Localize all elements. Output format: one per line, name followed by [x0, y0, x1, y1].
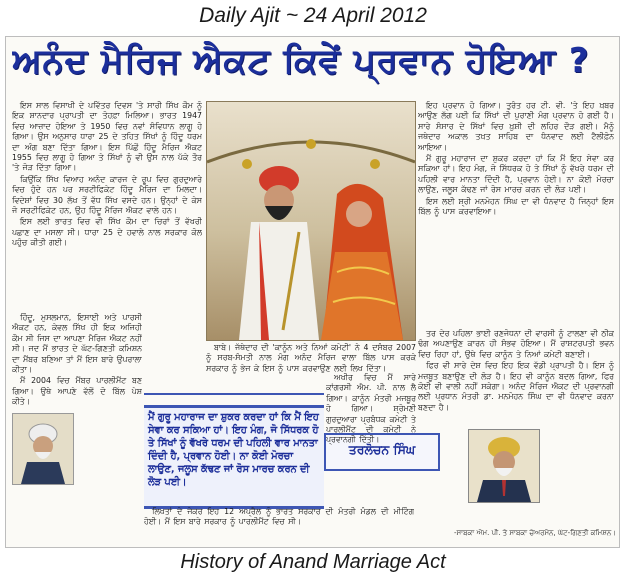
- inset-portrait-left: [12, 413, 74, 485]
- article-column-left: [12, 101, 202, 311]
- wedding-photo: [206, 101, 416, 341]
- portrait-left-image: [13, 414, 73, 484]
- caption-bottom: History of Anand Marriage Act: [180, 551, 446, 573]
- paragraph: ਹਿੰਦੂ, ਮੁਸਲਮਾਨ, ਇਸਾਈ ਅਤੇ ਪਾਰਸੀ ਐਕਟ ਹਨ, ਕੇਵਲ ਸਿੱਖ ਹੀ ਇਕ ਅਜਿਹੀ ਕੌਮ ਸੀ ਜਿਸ ਦਾ ਆਪਣਾ ਮੈਰਿਜ ਐਕਟ ਨਹੀਂ ਸੀ। ਜਦ ਮੈਂ ਭਾਰਤ ਦੇ ਘੱਟ-ਗਿਣਤੀ ਕਮਿਸ਼ਨ ਦਾ ਮੈਂਬਰ ਬਣਿਆ ਤਾਂ ਮੈਂ ਇਸ ਬਾਰੇ ਉਪਰਾਲਾ ਕੀਤਾ।: [12, 313, 142, 375]
- paragraph: ਅਖੀਰ ਵਿਚ ਮੈਂ ਸਾਰੇ ਕਾਂਗਰਸੀ ਐਮ. ਪੀ. ਨਾਲ ਲੈ ਗਿਆ। ਕਾਨੂੰਨ ਮੰਤਰੀ ਮਜਬੂਰ ਹੋ ਗਿਆ। ਸ਼੍ਰੋਮਣੀ ਗੁਰਦੁਆਰਾ ਪ੍ਰਬੰਧਕ ਕਮੇਟੀ ਤੇ ਪਾਰਲੀਮੈਂਟ ਦੀ ਕਮੇਟੀ ਨੇ ਪ੍ਰਵਾਨਗੀ ਦਿੱਤੀ।: [326, 373, 416, 445]
- author-byline: ਤਰਲੋਚਨ ਸਿੰਘ: [324, 433, 440, 471]
- article-column-right: [418, 101, 614, 327]
- newspaper-clipping: [5, 36, 620, 548]
- caption-top: Daily Ajit ~ 24 April 2012: [199, 4, 427, 27]
- author-photo-image: [469, 430, 539, 502]
- paragraph: ਇਸ ਲਈ ਭਾਰਤ ਵਿਚ ਵੀ ਸਿੱਖ ਕੌਮ ਦਾ ਚਿਰਾਂ ਤੋਂ ਵੱਖਰੀ ਪਛਾਣ ਦਾ ਮਸਲਾ ਸੀ। ਧਾਰਾ 25 ਦੇ ਹਵਾਲੇ ਨਾਲ ਸਰਕਾਰ ਕੋਲ ਪਹੁੰਚ ਕੀਤੀ ਗਈ।: [12, 217, 202, 248]
- paragraph: ਮੈਂ ਗੁਰੂ ਮਹਾਰਾਜ ਦਾ ਸ਼ੁਕਰ ਕਰਦਾ ਹਾਂ ਕਿ ਮੈਂ ਇਹ ਸੇਵਾ ਕਰ ਸਕਿਆ ਹਾਂ। ਇਹ ਮੰਗ, ਜੋ ਸਿੱਧਰਕ ਹੋ ਤੇ ਸਿੱਖਾਂ ਨੂੰ ਵੱਖਰੇ ਧਰਮ ਦੀ ਪਹਿਲੀ ਵਾਰ ਮਾਨਤਾ ਦਿੰਦੀ ਹੈ, ਪ੍ਰਵਾਨ ਹੋਈ। ਨਾ ਕੋਈ ਮੋਰਚਾ ਲਾਉਣ, ਜਲੂਸ ਕੱਢਣ ਜਾਂ ਰੋਸ ਮਾਰਚ ਕਰਨ ਦੀ ਲੋੜ ਪਈ।: [418, 154, 614, 195]
- quote-divider: [144, 393, 324, 395]
- paragraph: ਇਹ ਪ੍ਰਵਾਨ ਹੋ ਗਿਆ। ਤੁਰੰਤ ਹਰ ਟੀ. ਵੀ. 'ਤੇ ਇਹ ਖ਼ਬਰ ਆਉਣ ਲੱਗ ਪਈ ਕਿ ਸਿੱਖਾਂ ਦੀ ਪੁਰਾਣੀ ਮੰਗ ਪ੍ਰਵਾਨ ਹੋ ਗਈ ਹੈ। ਸਾਰੇ ਸੰਸਾਰ ਦੇ ਸਿੱਖਾਂ ਵਿਚ ਖ਼ੁਸ਼ੀ ਦੀ ਲਹਿਰ ਦੌੜ ਗਈ। ਮੈਨੂੰ ਜਥੇਦਾਰ ਅਕਾਲ ਤਖ਼ਤ ਸਾਹਿਬ ਦਾ ਧੰਨਵਾਦ ਲਈ ਟੈਲੀਫ਼ੋਨ ਆਇਆ।: [418, 101, 614, 152]
- paragraph: ਇਸ ਸਾਲ ਵਿਸਾਖੀ ਦੇ ਪਵਿੱਤਰ ਦਿਵਸ 'ਤੇ ਸਾਰੀ ਸਿੱਖ ਕੌਮ ਨੂੰ ਇਕ ਸ਼ਾਨਦਾਰ ਪ੍ਰਾਪਤੀ ਦਾ ਤੋਹਫ਼ਾ ਮਿਲਿਆ। ਭਾਰਤ 1947 ਵਿਚ ਆਜ਼ਾਦ ਹੋਇਆ ਤੇ 1950 ਵਿਚ ਨਵਾਂ ਸੰਵਿਧਾਨ ਲਾਗੂ ਹੋ ਗਿਆ। ਉਸ ਅਨੁਸਾਰ ਧਾਰਾ 25 ਦੇ ਤਹਿਤ ਸਿੱਖਾਂ ਨੂੰ ਹਿੰਦੂ ਧਰਮ ਦਾ ਅੰਗ ਬਣਾ ਦਿੱਤਾ ਗਿਆ। ਇਸ ਪਿੱਛੋਂ ਹਿੰਦੂ ਮੈਰਿਜ ਐਕਟ 1955 ਵਿਚ ਲਾਗੂ ਹੋ ਗਿਆ ਤੇ ਸਿੱਖਾਂ ਨੂੰ ਵੀ ਉਸ ਨਾਲ ਪੱਕੇ ਤੌਰ 'ਤੇ ਜੋੜ ਦਿੱਤਾ ਗਿਆ।: [12, 101, 202, 173]
- article-column-middle-bottom: [326, 373, 416, 509]
- wedding-photo-illustration: [207, 102, 415, 340]
- pull-quote: ਮੈਂ ਗੁਰੂ ਮਹਾਰਾਜ ਦਾ ਸ਼ੁਕਰ ਕਰਦਾ ਹਾਂ ਕਿ ਮੈਂ ਇਹ ਸੇਵਾ ਕਰ ਸਕਿਆ ਹਾਂ। ਇਹ ਮੰਗ, ਜੋ ਸਿੱਧਰਕ ਹੋ ਤੇ ਸਿੱਖਾਂ ਨੂੰ ਵੱਖਰੇ ਧਰਮ ਦੀ ਪਹਿਲੀ ਵਾਰ ਮਾਨਤਾ ਦਿੰਦੀ ਹੈ, ਪ੍ਰਵਾਨ ਹੋਈ। ਨਾ ਕੋਈ ਮੋਰਚਾ ਲਾਉਣ, ਜਲੂਸ ਕੱਢਣ ਜਾਂ ਰੋਸ ਮਾਰਚ ਕਰਨ ਦੀ ਲੋੜ ਪਈ।: [144, 405, 324, 509]
- article-bottom-strip: [144, 507, 414, 543]
- author-photo: [468, 429, 540, 503]
- article-headline: ਅਨੰਦ ਮੈਰਿਜ ਐਕਟ ਕਿਵੇਂ ਪ੍ਰਵਾਨ ਹੋਇਆ ?: [12, 41, 590, 81]
- paragraph: ਫਿਰ ਵੀ ਸਾਰੇ ਦੇਸ਼ ਵਿਚ ਇਹ ਇਕ ਵੱਡੀ ਪ੍ਰਾਪਤੀ ਹੈ। ਇਸ ਨੂੰ ਮਜ਼ਬੂਤ ਬਣਾਉਣ ਦੀ ਲੋੜ ਹੈ। ਇਹ ਵੀ ਕਾਨੂੰਨ ਬਦਲ ਗਿਆ, ਫਿਰ ਕੋਈ ਵੀ ਵਾਲੀ ਨਹੀਂ ਸਕੇਗਾ। ਅਨੰਦ ਮੈਰਿਜ ਐਕਟ ਦੀ ਪ੍ਰਵਾਨਗੀ ਲਈ ਪ੍ਰਧਾਨ ਮੰਤਰੀ ਡਾ. ਮਨਮੋਹਨ ਸਿੰਘ ਦਾ ਵੀ ਧੰਨਵਾਦ ਕਰਨਾ ਬਣਦਾ ਹੈ।: [418, 361, 614, 412]
- author-credit: -ਸਾਬਕਾ ਐਮ. ਪੀ. ਤੇ ਸਾਬਕਾ ਚੇਅਰਮੈਨ, ਘੱਟ-ਗਿਣਤੀ ਕਮਿਸ਼ਨ।: [453, 529, 616, 537]
- paragraph: ਤਰ ਦੇਰ ਪਹਿਲਾ ਭਾਈ ਰਣਜੋਧਨਾ ਦੀ ਵਾਰਸੀ ਨੂੰ ਟਾਲਣਾ ਵੀ ਠੀਕ ਢੰਗ ਅਪਣਾਉਣ ਕਾਰਨ ਹੀ ਸੰਭਵ ਹੋਇਆ। ਮੈਂ ਰਾਸ਼ਟਰਪਤੀ ਭਵਨ ਵਿਚ ਰਿਹਾ ਹਾਂ, ਉਥੇ ਵਿਚ ਕਾਨੂੰਨ ਤੇ ਨਿਆਂ ਕਮੇਟੀ ਬਣਾਈ।: [418, 329, 614, 359]
- paragraph: ਲਿਖਤਾਂ ਦੇ ਜੇਕਰ ਇਹ 12 ਅਪ੍ਰੈਲ ਨੂੰ ਭਾਰਤ ਸਰਕਾਰ ਦੀ ਮੰਤਰੀ ਮੰਡਲ ਦੀ ਮੀਟਿੰਗ ਹੋਈ। ਮੈਂ ਇਸ ਬਾਰੇ ਸਰਕਾਰ ਨੂੰ ਪਾਰਲੀਮੈਂਟ ਵਿਚ ਸੀ।: [144, 507, 414, 527]
- paragraph: ਕਿਉਂਕਿ ਸਿੱਖ ਵਿਆਹ ਅਨੰਦ ਕਾਰਜ ਦੇ ਰੂਪ ਵਿਚ ਗੁਰਦੁਆਰੇ ਵਿਚ ਹੁੰਦੇ ਹਨ ਪਰ ਸਰਟੀਫਿਕੇਟ ਹਿੰਦੂ ਮੈਰਿਜ ਦਾ ਮਿਲਦਾ। ਵਿਦੇਸ਼ਾਂ ਵਿਚ 30 ਲੱਖ ਤੋਂ ਵੱਧ ਸਿੱਖ ਵਸਦੇ ਹਨ। ਉਨ੍ਹਾਂ ਦੇ ਕੇਸ ਜੋ ਸਰਟੀਫਿਕੇਟ ਹਨ, ਉਹ ਹਿੰਦੂ ਮੈਰਿਜ ਐਕਟ ਵਾਲੇ ਹਨ।: [12, 174, 202, 216]
- paragraph: ਬਾਬੇ। ਜੱਥੇਦਾਰ ਦੀ 'ਕਾਨੂੰਨ ਅਤੇ ਨਿਆਂ ਕਮੇਟੀ' ਨੇ 4 ਦਸੰਬਰ 2007 ਨੂੰ ਸਰਬ-ਸੰਮਤੀ ਨਾਲ ਮੰਗ ਅਨੰਦ ਮੈਰਿਜ ਵਾਲਾ ਬਿੱਲ ਪਾਸ ਕਰਕੇ ਸਰਕਾਰ ਨੂੰ ਭੇਜ ਕੇ ਇਸ ਨੂੰ ਪਾਸ ਕਰਵਾਉਣ ਲਈ ਲਿਖ ਦਿੱਤਾ।: [206, 343, 416, 373]
- paragraph: ਇਸ ਲਈ ਸ਼੍ਰੀ ਮਨਮੋਹਨ ਸਿੰਘ ਦਾ ਵੀ ਧੰਨਵਾਦ ਹੈ ਜਿਨ੍ਹਾਂ ਇਸ ਬਿੱਲ ਨੂੰ ਪਾਸ ਕਰਵਾਇਆ।: [418, 196, 614, 217]
- paragraph: ਮੈਂ 2004 ਵਿਚ ਮੈਂਬਰ ਪਾਰਲੀਮੈਂਟ ਬਣ ਗਿਆ। ਉਥੇ ਆਪਣੇ ਵੱਲੋਂ ਦੋ ਬਿੱਲ ਪੇਸ਼ ਕੀਤੇ।: [12, 376, 142, 407]
